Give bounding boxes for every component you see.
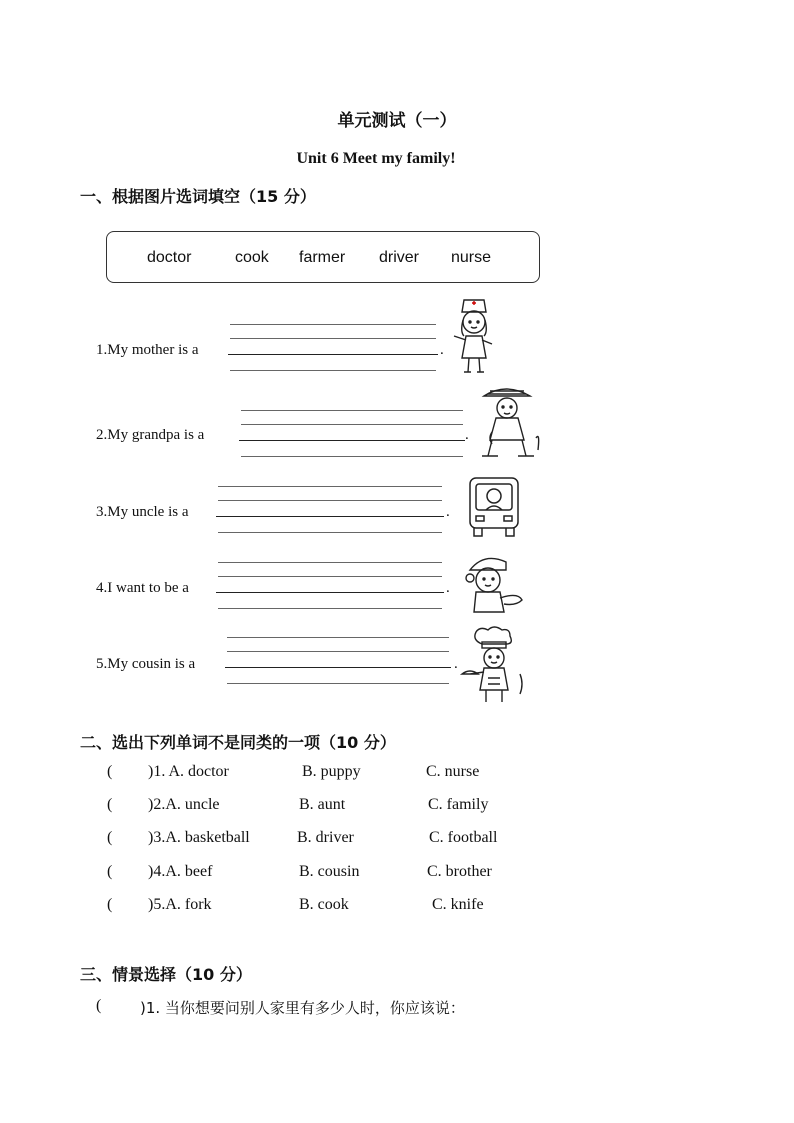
question-text: 2.My grandpa is a — [96, 427, 205, 443]
question-text: 4.I want to be a — [96, 580, 189, 596]
answer-writing-lines[interactable] — [225, 637, 451, 685]
word-bank-item: nurse — [451, 249, 492, 266]
option-a: )1. A. doctor — [148, 763, 229, 780]
option-a: )5.A. fork — [148, 896, 212, 913]
answer-paren[interactable]: ( — [96, 997, 102, 1014]
answer-paren[interactable]: ( — [107, 863, 113, 880]
answer-paren[interactable]: ( — [107, 763, 113, 780]
option-c: C. nurse — [426, 763, 480, 780]
option-c: C. football — [429, 829, 498, 846]
period: . — [440, 342, 444, 358]
option-b: B. cousin — [299, 863, 360, 880]
option-c: C. brother — [427, 863, 492, 880]
cook-illustration — [458, 624, 534, 706]
section-3-heading: 三、情景选择（10 分） — [80, 965, 252, 984]
period: . — [454, 656, 458, 672]
answer-writing-lines[interactable] — [239, 410, 465, 458]
option-a: )2.A. uncle — [148, 796, 220, 813]
period: . — [465, 427, 469, 443]
section-1-heading: 一、根据图片选词填空（15 分） — [80, 187, 316, 206]
word-bank — [106, 231, 540, 283]
page-title: 单元测试（一） — [337, 111, 457, 131]
word-bank-item: cook — [235, 249, 269, 266]
period: . — [446, 504, 450, 520]
answer-paren[interactable]: ( — [107, 896, 113, 913]
word-bank-item: driver — [379, 249, 420, 266]
bus-driver-illustration — [466, 474, 522, 540]
answer-writing-lines[interactable] — [228, 324, 438, 372]
unit-subtitle: Unit 6 Meet my family! — [296, 150, 456, 167]
period: . — [446, 580, 450, 596]
word-bank-item: doctor — [147, 249, 192, 266]
answer-writing-lines[interactable] — [216, 486, 444, 534]
word-bank-item: farmer — [299, 249, 346, 266]
doctor-illustration — [460, 548, 530, 618]
farmer-illustration — [478, 382, 542, 464]
question-text: 5.My cousin is a — [96, 656, 196, 672]
answer-paren[interactable]: ( — [107, 796, 113, 813]
option-a: )4.A. beef — [148, 863, 213, 880]
question-text: 3.My uncle is a — [96, 504, 189, 520]
option-b: B. aunt — [299, 796, 346, 813]
question-text: 1.My mother is a — [96, 342, 199, 358]
nurse-illustration — [450, 296, 504, 378]
answer-paren[interactable]: ( — [107, 829, 113, 846]
option-b: B. driver — [297, 829, 354, 846]
option-b: B. puppy — [302, 763, 361, 780]
option-c: C. knife — [432, 896, 484, 913]
situation-question-1: )1. 当你想要问别人家里有多少人时，你应该说： — [140, 999, 465, 1017]
option-a: )3.A. basketball — [148, 829, 250, 846]
section-2-heading: 二、选出下列单词不是同类的一项（10 分） — [80, 733, 396, 752]
option-b: B. cook — [299, 896, 349, 913]
answer-writing-lines[interactable] — [216, 562, 444, 610]
option-c: C. family — [428, 796, 489, 813]
